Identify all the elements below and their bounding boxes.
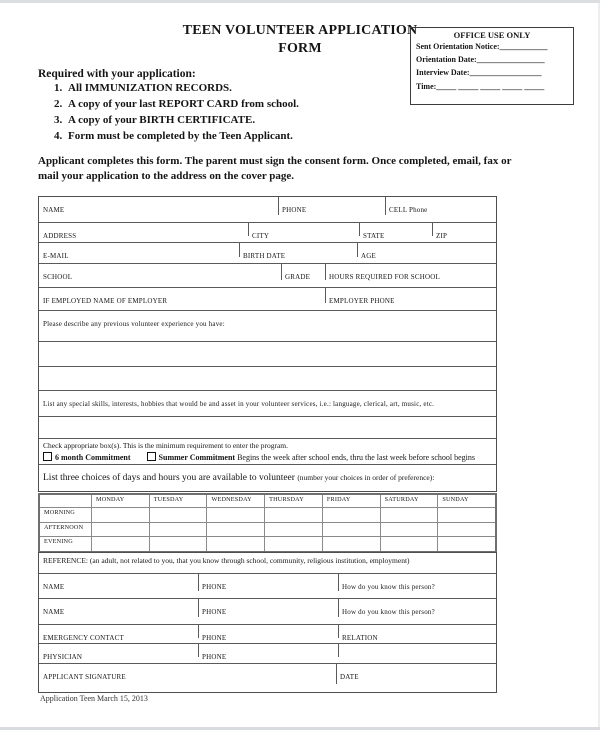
table-row (39, 223, 496, 243)
field-label: EMERGENCY CONTACT (43, 634, 124, 642)
empty-field[interactable] (338, 644, 496, 663)
column-header-saturday: SATURDAY (380, 495, 438, 507)
instructions-paragraph: Applicant completes this form. The parent must sign the consent form. Once completed, email, fax or mail your application to the address on the cover page. (38, 155, 512, 182)
field-label: GRADE (285, 273, 311, 281)
office-field-sent-orientation-notice[interactable]: Sent Orientation Notice:____________ (416, 42, 548, 51)
corner-cell (40, 495, 91, 507)
availability-table (38, 493, 497, 553)
title-line1: TEEN VOLUNTEER APPLICATION (182, 23, 418, 38)
email-field[interactable] (39, 243, 239, 263)
availability-cell[interactable] (322, 507, 380, 522)
field-label: PHONE (202, 583, 227, 591)
emergency-contact-field[interactable] (39, 625, 198, 643)
availability-cell[interactable] (322, 536, 380, 551)
availability-cell[interactable] (437, 522, 495, 536)
availability-cell[interactable] (149, 536, 207, 551)
applicant-info-table (38, 196, 497, 492)
field-label: BIRTH DATE (243, 252, 286, 260)
column-header-thursday: THURSDAY (264, 495, 322, 507)
choices-row (39, 465, 496, 491)
table-row (39, 264, 496, 288)
availability-cell[interactable] (437, 507, 495, 522)
physician-field[interactable] (39, 644, 198, 663)
availability-cell[interactable] (206, 536, 264, 551)
checkbox-summer-commitment[interactable] (147, 452, 156, 461)
choices-cell (39, 465, 496, 491)
checkbox-summer-description: Begins the week after school ends, thru the last week before school begins (235, 453, 475, 462)
item-number: 3. (54, 114, 63, 126)
signature-row (39, 664, 496, 692)
reference-heading-row (39, 553, 496, 574)
writing-line-row (39, 417, 496, 439)
writing-line-row (39, 367, 496, 391)
checkbox-6-month-label: 6 month Commitment (55, 453, 131, 462)
field-label: E-MAIL (43, 252, 69, 260)
field-label: Please describe any previous volunteer experience you have: (43, 320, 225, 328)
field-label: CITY (252, 232, 270, 240)
field-label: DATE (340, 673, 359, 681)
reference-row-1 (39, 574, 496, 599)
office-field-time[interactable]: Time:_____ _____ _____ _____ _____ (416, 81, 545, 91)
field-label: NAME (43, 608, 65, 616)
field-label: PHONE (202, 608, 227, 616)
availability-row-evening (40, 536, 495, 551)
table-row (39, 243, 496, 264)
writing-line[interactable] (39, 342, 496, 366)
commitment-cell (39, 439, 496, 464)
writing-line[interactable] (39, 417, 496, 438)
item-text: A copy of your BIRTH CERTIFICATE. (68, 114, 256, 126)
volunteer-experience-row (39, 311, 496, 342)
checkbox-summer-label: Summer Commitment (158, 453, 236, 462)
row-label-evening: EVENING (40, 536, 91, 551)
field-label: NAME (43, 583, 65, 591)
availability-cell[interactable] (149, 522, 207, 536)
availability-row-afternoon (40, 522, 495, 536)
reference-heading: REFERENCE: (an adult, not related to you, that you know through school, community, religious institution, employment) (43, 556, 410, 565)
item-text: Form must be completed by the Teen Applicant. (68, 130, 293, 142)
field-label: PHONE (282, 206, 307, 214)
availability-cell[interactable] (264, 522, 322, 536)
choices-label: List three choices of days and hours you are available to volunteer (43, 473, 298, 483)
field-label: ADDRESS (43, 232, 77, 240)
column-header-sunday: SUNDAY (437, 495, 495, 507)
requirement-item-1 (54, 81, 299, 96)
employer-phone-field[interactable] (325, 288, 496, 310)
emergency-phone-field[interactable] (198, 625, 338, 643)
title-line2: FORM (278, 41, 322, 56)
item-text: All IMMUNIZATION RECORDS. (68, 82, 232, 94)
document-footer: Application Teen March 15, 2013 (40, 694, 148, 703)
column-header-wednesday: WEDNESDAY (206, 495, 264, 507)
office-field-interview-date[interactable]: Interview Date:__________________ (416, 68, 542, 78)
zip-field[interactable] (432, 223, 496, 242)
availability-cell[interactable] (91, 536, 149, 551)
special-skills-field[interactable] (39, 391, 496, 416)
commitment-options (43, 452, 492, 462)
office-box-title: OFFICE USE ONLY (453, 30, 531, 40)
availability-cell[interactable] (437, 536, 495, 551)
availability-cell[interactable] (322, 522, 380, 536)
field-label: ZIP (436, 232, 448, 240)
reference-name-field[interactable] (39, 574, 198, 598)
office-field-orientation-date[interactable]: Orientation Date:_________________ (416, 55, 545, 65)
field-label: AGE (361, 252, 376, 260)
availability-cell[interactable] (91, 507, 149, 522)
field-label: List any special skills, interests, hobbies that would be and asset in your volunteer services, i.e.: language, clerical, art, music, etc. (43, 400, 435, 408)
reference-relationship-field[interactable] (338, 599, 496, 624)
cell-phone-field[interactable] (385, 197, 496, 222)
volunteer-experience-field[interactable] (39, 311, 496, 341)
availability-cell[interactable] (264, 536, 322, 551)
date-field[interactable] (336, 664, 496, 692)
field-label: How do you know this person? (342, 608, 435, 616)
field-label: IF EMPLOYED NAME OF EMPLOYER (43, 297, 168, 305)
phone-field[interactable] (278, 197, 385, 222)
availability-cell[interactable] (264, 507, 322, 522)
availability-cell[interactable] (91, 522, 149, 536)
field-label: HOURS REQUIRED FOR SCHOOL (329, 273, 440, 281)
writing-line[interactable] (39, 367, 496, 390)
office-use-only-box (410, 27, 574, 105)
reference-row-2 (39, 599, 496, 625)
column-header-tuesday: TUESDAY (149, 495, 207, 507)
reference-phone-field[interactable] (198, 574, 338, 598)
emergency-contact-row (39, 625, 496, 644)
field-label: NAME (43, 206, 65, 214)
commitment-row (39, 439, 496, 465)
checkbox-instruction: Check appropriate box(s). This is the minimum requirement to enter the program. (43, 441, 289, 450)
grade-field[interactable] (281, 264, 325, 287)
field-label: PHYSICIAN (43, 653, 83, 661)
availability-row-morning (40, 507, 495, 522)
special-skills-row (39, 391, 496, 417)
field-label: STATE (363, 232, 385, 240)
row-label-morning: MORNING (40, 507, 91, 522)
scan-edge-top (0, 0, 600, 3)
name-field[interactable] (39, 197, 278, 222)
item-number: 4. (54, 130, 63, 142)
birth-date-field[interactable] (239, 243, 357, 263)
reference-relationship-field[interactable] (338, 574, 496, 598)
field-label: EMPLOYER PHONE (329, 297, 395, 305)
availability-cell[interactable] (206, 507, 264, 522)
checkbox-6-month-commitment[interactable] (43, 452, 52, 461)
field-label: PHONE (202, 634, 227, 642)
requirement-item-3 (54, 113, 299, 128)
field-label: CELL Phone (389, 206, 428, 214)
reference-name-field[interactable] (39, 599, 198, 624)
school-field[interactable] (39, 264, 281, 287)
column-header-friday: FRIDAY (322, 495, 380, 507)
physician-row (39, 644, 496, 664)
applicant-signature-field[interactable] (39, 664, 336, 692)
choices-note: (number your choices in order of preference): (297, 473, 435, 482)
city-field[interactable] (248, 223, 359, 242)
requirement-item-4 (54, 129, 299, 144)
requirements-section (38, 68, 299, 144)
field-label: How do you know this person? (342, 583, 435, 591)
requirements-heading: Required with your application: (38, 68, 196, 80)
field-label: SCHOOL (43, 273, 73, 281)
field-label: PHONE (202, 653, 227, 661)
availability-header-row (40, 495, 495, 507)
reference-phone-field[interactable] (198, 599, 338, 624)
availability-cell[interactable] (380, 507, 438, 522)
employer-name-field[interactable] (39, 288, 325, 310)
address-field[interactable] (39, 223, 248, 242)
field-label: RELATION (342, 634, 378, 642)
reference-table (38, 552, 497, 693)
writing-line-row (39, 342, 496, 367)
requirement-item-2 (54, 97, 299, 112)
availability-cell[interactable] (206, 522, 264, 536)
column-header-monday: MONDAY (91, 495, 149, 507)
age-field[interactable] (357, 243, 496, 263)
state-field[interactable] (359, 223, 432, 242)
table-row (39, 288, 496, 311)
item-number: 1. (54, 82, 63, 94)
row-label-afternoon: AFTERNOON (40, 522, 91, 536)
availability-cell[interactable] (380, 536, 438, 551)
emergency-relation-field[interactable] (338, 625, 496, 643)
availability-cell[interactable] (380, 522, 438, 536)
availability-cell[interactable] (149, 507, 207, 522)
physician-phone-field[interactable] (198, 644, 338, 663)
field-label: APPLICANT SIGNATURE (43, 673, 126, 681)
item-number: 2. (54, 98, 63, 110)
item-text: A copy of your last REPORT CARD from school. (68, 98, 299, 110)
hours-required-field[interactable] (325, 264, 496, 287)
table-row (39, 197, 496, 223)
